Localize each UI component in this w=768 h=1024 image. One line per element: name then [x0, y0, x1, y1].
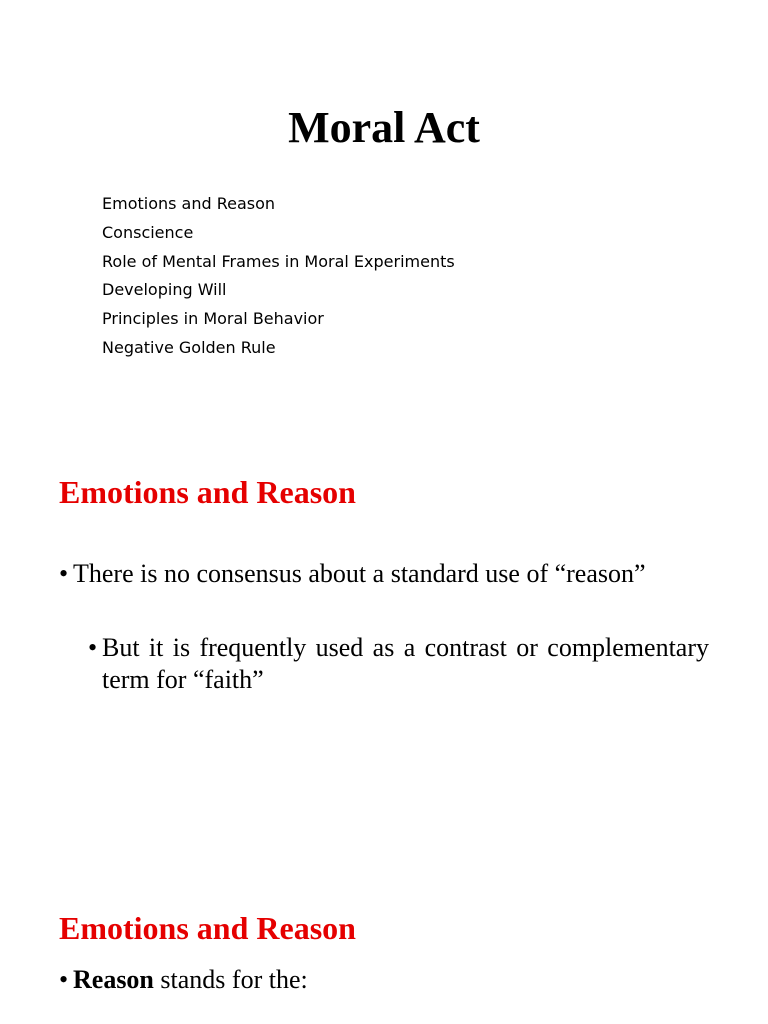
slide-moral-act — [0, 0, 768, 440]
bullet-text — [73, 964, 308, 996]
bold-term: Reason — [73, 965, 154, 994]
bullet-item — [59, 964, 308, 996]
agenda-item: Negative Golden Rule — [102, 337, 276, 357]
slide-emotions-and-reason — [0, 440, 768, 880]
bullet-text: There is no consensus about a standard use of “reason” — [73, 559, 646, 588]
bullet-icon: • — [59, 559, 69, 588]
agenda-list — [102, 190, 455, 363]
slide-emotions-and-reason-2 — [0, 880, 768, 1024]
agenda-item: Emotions and Reason — [102, 194, 276, 213]
agenda-item: Conscience — [102, 222, 194, 242]
section-title: Emotions and Reason — [59, 910, 356, 946]
bullet-icon: • — [88, 633, 98, 662]
bullet-text: But it is frequently used as a contrast or complementary term for “faith” — [102, 633, 709, 694]
agenda-item: Developing Will — [102, 280, 227, 300]
agenda-item: Principles in Moral Behavior — [102, 309, 324, 329]
slide-title: Moral Act — [288, 103, 480, 152]
bullet-icon: • — [59, 965, 69, 994]
agenda-item: Role of Mental Frames in Moral Experiments — [102, 251, 455, 271]
bullet-rest: stands for the: — [153, 965, 308, 994]
bullet-item — [59, 558, 719, 590]
sub-bullet-item — [88, 632, 709, 696]
section-title: Emotions and Reason — [59, 474, 356, 510]
